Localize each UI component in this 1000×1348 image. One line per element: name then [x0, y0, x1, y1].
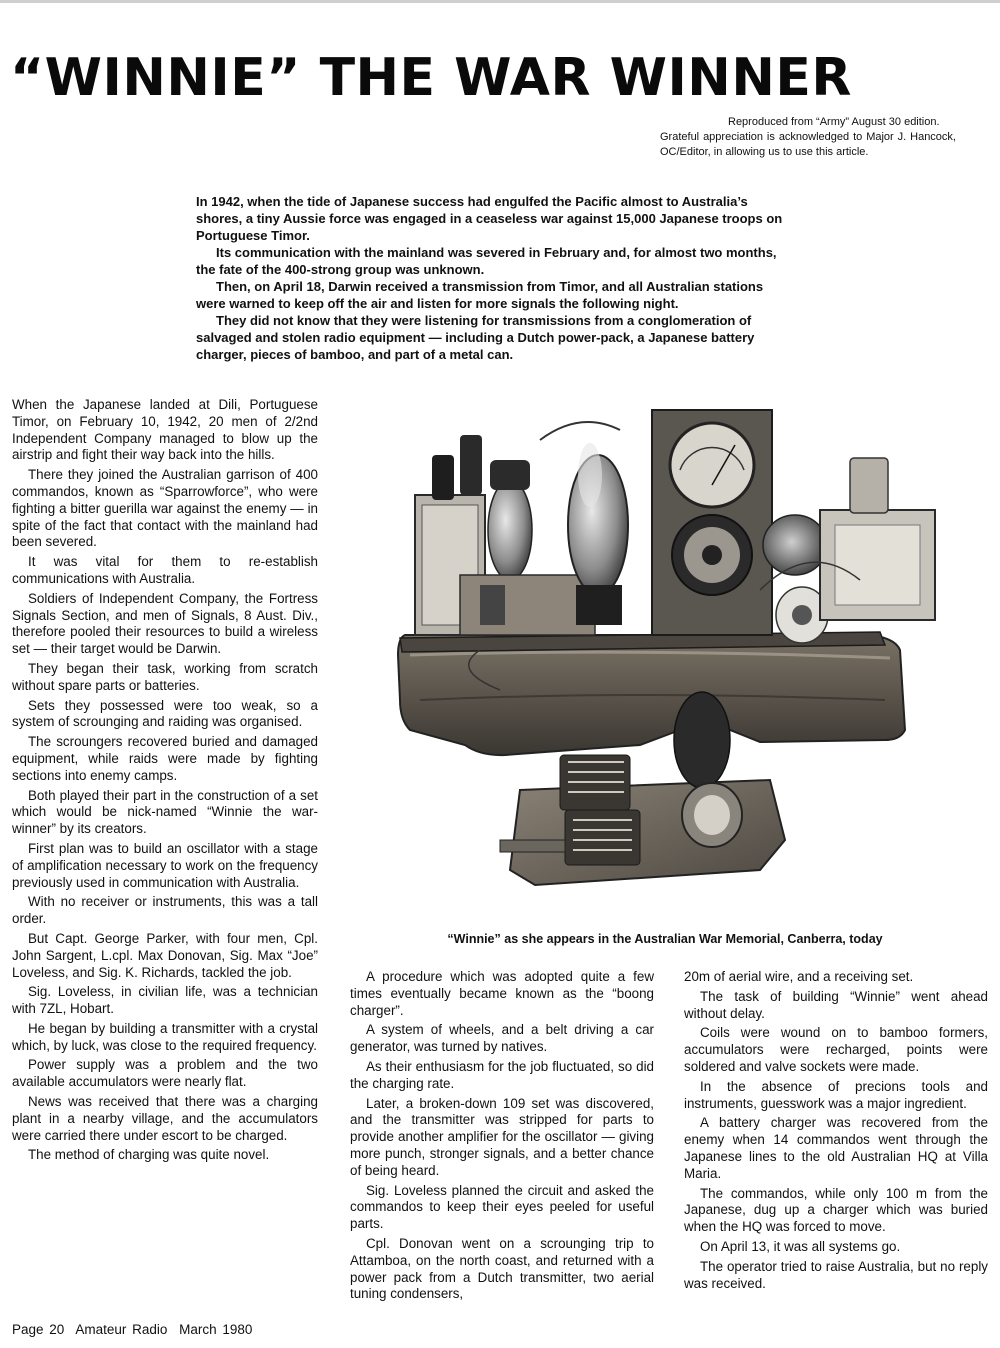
- page-top-rule: [0, 0, 1000, 3]
- body-paragraph: The task of building “Winnie” went ahead without delay.: [684, 988, 988, 1021]
- credit-line-source: Reproduced from “Army” August 30 edition.: [728, 116, 940, 128]
- body-paragraph: In the absence of precions tools and instruments, guesswork was a major ingredient.: [684, 1078, 988, 1111]
- body-paragraph: Power supply was a problem and the two available accumulators were nearly flat.: [12, 1057, 318, 1090]
- body-paragraph: But Capt. George Parker, with four men, Cpl. John Sargent, L.cpl. Max Donovan, Sig. Max “Joe” Loveless, and Sig. K. Richards, tackled the job.: [12, 930, 318, 980]
- body-paragraph: First plan was to build an oscillator with a stage of amplification necessary to work on the frequency previously used in communication with Australia.: [12, 840, 318, 890]
- body-paragraph: Cpl. Donovan went on a scrounging trip to Attamboa, on the north coast, and returned with a power pack from a Dutch transmitter, two aerial tuning condensers,: [350, 1235, 654, 1302]
- body-paragraph: News was received that there was a charging plant in a nearby village, and the accumulators were carried there under escort to be charged.: [12, 1094, 318, 1143]
- article-intro: [196, 193, 796, 363]
- page-footer: [12, 1322, 258, 1337]
- body-column-3: [684, 969, 988, 1295]
- body-paragraph: On April 13, it was all systems go.: [700, 1238, 901, 1254]
- body-paragraph: Sig. Loveless, in civilian life, was a technician with 7ZL, Hobart.: [12, 984, 318, 1017]
- body-paragraph: The operator tried to raise Australia, but no reply was received.: [684, 1258, 988, 1291]
- body-paragraph: Later, a broken-down 109 set was discovered, and the transmitter was stripped for parts to provide another amplifier for the oscillator — giving more punch, stronger signals, and a better chance of being heard.: [350, 1095, 654, 1178]
- body-paragraph: There they joined the Australian garrison of 400 commandos, known as “Sparrowforce”, who were fighting a bitter guerilla war against the enemy — in spite of the fact that contact with the mainland had been severed.: [12, 467, 318, 550]
- body-paragraph: When the Japanese landed at Dili, Portuguese Timor, on February 10, 1942, 20 men of 2/2nd Independent Company managed to blow up the airstrip and fight their way back into the hills.: [12, 397, 318, 463]
- photo-caption: “Winnie” as she appears in the Australian War Memorial, Canberra, today: [447, 932, 883, 946]
- intro-paragraph: Its communication with the mainland was severed in February and, for almost two months, the fate of the 400-strong group was unknown.: [196, 245, 777, 277]
- body-column-1: [12, 397, 318, 1167]
- body-paragraph: Coils were wound on to bamboo formers, accumulators were recharged, points were soldered and valve sockets were made.: [684, 1025, 988, 1074]
- body-paragraph: Soldiers of Independent Company, the Fortress Signals Section, and men of Signals, 8 Aust. Div., therefore pooled their resources to build a wireless set — their target would be Darwin.: [12, 590, 318, 657]
- body-paragraph: He began by building a transmitter with a crystal which, by luck, was close to the required frequency.: [12, 1020, 318, 1053]
- intro-paragraph: Then, on April 18, Darwin received a transmission from Timor, and all Australian stations were warned to keep off the air and listen for more signals the following night.: [196, 279, 764, 311]
- body-paragraph: A system of wheels, and a belt driving a car generator, was turned by natives.: [350, 1022, 654, 1055]
- body-paragraph: With no receiver or instruments, this was a tall order.: [12, 894, 318, 927]
- body-paragraph: Sets they possessed were too weak, so a system of scrounging and raiding was organised.: [12, 697, 318, 730]
- intro-paragraph: They did not know that they were listening for transmissions from a conglomeration of salvaged and stolen radio equipment — including a Dutch power-pack, a Japanese battery charger, pieces of bamboo, and part of a metal can.: [196, 313, 755, 362]
- body-paragraph: They began their task, working from scratch without spare parts or batteries.: [12, 660, 318, 693]
- issue-date: March 1980: [179, 1322, 253, 1337]
- intro-paragraph: In 1942, when the tide of Japanese success had engulfed the Pacific almost to Australia’s shores, a tiny Aussie force was engaged in a ceaseless war against 15,000 Japanese troops on Portuguese Timor.: [196, 194, 783, 243]
- page-number: Page 20: [12, 1322, 65, 1337]
- magazine-name: Amateur Radio: [75, 1322, 168, 1337]
- credit-line-acknowledgement: Grateful appreciation is acknowledged to Major J. Hancock, OC/Editor, in allowing us to use this article.: [660, 131, 956, 158]
- article-title: “WINNIE” THE WAR WINNER: [10, 48, 852, 108]
- body-paragraph: The commandos, while only 100 m from the Japanese, dug up a charger which was buried when the HQ was forced to move.: [684, 1185, 988, 1235]
- body-column-2: [350, 969, 654, 1306]
- body-paragraph: The scroungers recovered buried and damaged equipment, while raids were made by fighting sections into enemy camps.: [12, 734, 318, 783]
- reproduction-credit: [660, 115, 956, 160]
- body-paragraph: The method of charging was quite novel.: [28, 1147, 270, 1163]
- body-paragraph: A procedure which was adopted quite a few times eventually became known as the “boong charger”.: [350, 969, 654, 1018]
- body-paragraph: A battery charger was recovered from the enemy when 14 commandos went through the Japanese lines to the old Australian HQ at Villa Maria.: [684, 1115, 988, 1181]
- body-paragraph: As their enthusiasm for the job fluctuated, so did the charging rate.: [350, 1058, 654, 1091]
- body-paragraph: 20m of aerial wire, and a receiving set.: [684, 969, 914, 984]
- body-paragraph: Sig. Loveless planned the circuit and asked the commandos to keep their eyes peeled for useful parts.: [350, 1182, 654, 1232]
- body-paragraph: Both played their part in the construction of a set which would be nick-named “Winnie the war-winner” by its creators.: [12, 787, 318, 837]
- body-paragraph: It was vital for them to re-establish communications with Australia.: [12, 554, 318, 586]
- winnie-radio-photo: [340, 400, 990, 920]
